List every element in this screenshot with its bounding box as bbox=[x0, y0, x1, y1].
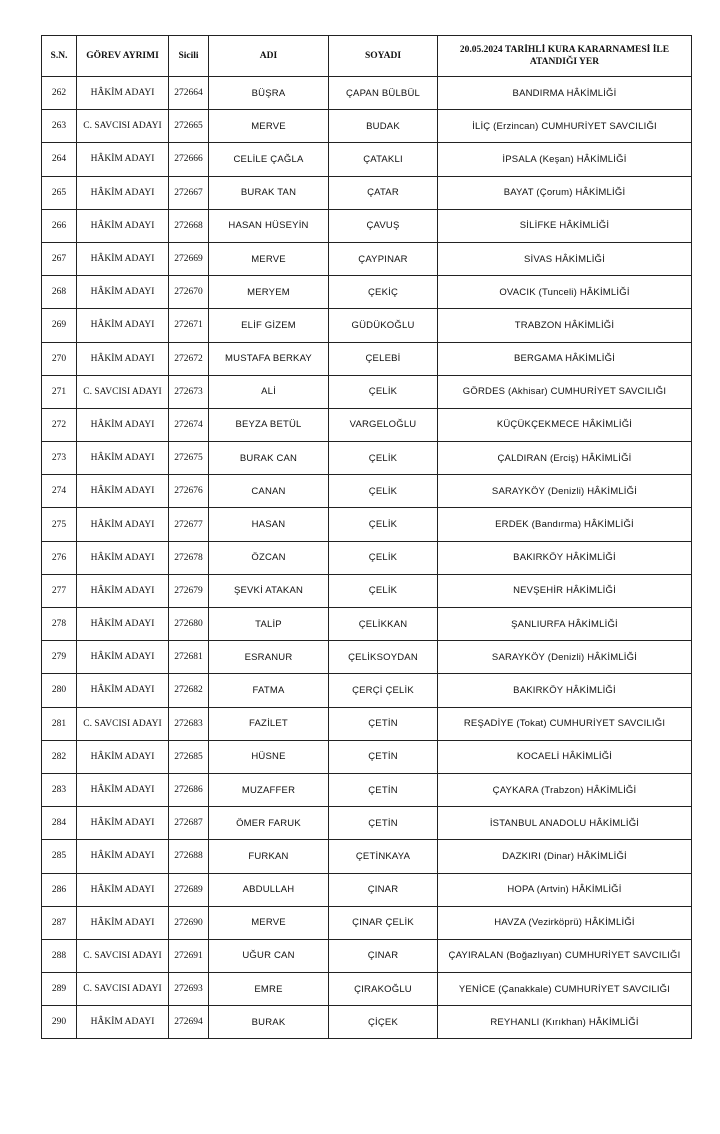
cell-adi: MUSTAFA BERKAY bbox=[209, 342, 329, 375]
cell-adi: MERVE bbox=[209, 906, 329, 939]
cell-adi: MERYEM bbox=[209, 276, 329, 309]
cell-sicil: 272669 bbox=[169, 242, 209, 275]
cell-soyadi: ÇIRAKOĞLU bbox=[329, 973, 438, 1006]
table-row bbox=[42, 176, 692, 209]
cell-soyadi: ÇINAR ÇELİK bbox=[329, 906, 438, 939]
cell-yer: ÇAYKARA (Trabzon) HÂKİMLİĞİ bbox=[438, 773, 692, 806]
table-row bbox=[42, 110, 692, 143]
table-row bbox=[42, 375, 692, 408]
table-row bbox=[42, 342, 692, 375]
table-row bbox=[42, 873, 692, 906]
cell-adi: BÜŞRA bbox=[209, 77, 329, 110]
table-row bbox=[42, 143, 692, 176]
cell-adi: HASAN HÜSEYİN bbox=[209, 209, 329, 242]
cell-sn: 262 bbox=[42, 77, 77, 110]
cell-sicil: 272691 bbox=[169, 939, 209, 972]
table-row bbox=[42, 608, 692, 641]
cell-sn: 271 bbox=[42, 375, 77, 408]
cell-yer: BAYAT (Çorum) HÂKİMLİĞİ bbox=[438, 176, 692, 209]
cell-soyadi: ÇİÇEK bbox=[329, 1006, 438, 1039]
cell-soyadi: VARGELOĞLU bbox=[329, 408, 438, 441]
cell-adi: BURAK TAN bbox=[209, 176, 329, 209]
cell-sicil: 272678 bbox=[169, 541, 209, 574]
table-row bbox=[42, 807, 692, 840]
cell-gorev: HÂKİM ADAYI bbox=[77, 873, 169, 906]
cell-yer: İPSALA (Keşan) HÂKİMLİĞİ bbox=[438, 143, 692, 176]
cell-yer: SARAYKÖY (Denizli) HÂKİMLİĞİ bbox=[438, 641, 692, 674]
cell-soyadi: ÇATAR bbox=[329, 176, 438, 209]
cell-sn: 283 bbox=[42, 773, 77, 806]
table-row bbox=[42, 1006, 692, 1039]
cell-sn: 263 bbox=[42, 110, 77, 143]
cell-sn: 279 bbox=[42, 641, 77, 674]
cell-gorev: HÂKİM ADAYI bbox=[77, 475, 169, 508]
cell-gorev: HÂKİM ADAYI bbox=[77, 143, 169, 176]
cell-sn: 285 bbox=[42, 840, 77, 873]
cell-yer: HAVZA (Vezirköprü) HÂKİMLİĞİ bbox=[438, 906, 692, 939]
cell-adi: ÖZCAN bbox=[209, 541, 329, 574]
cell-sicil: 272675 bbox=[169, 442, 209, 475]
cell-soyadi: ÇELİK bbox=[329, 442, 438, 475]
cell-sn: 272 bbox=[42, 408, 77, 441]
cell-soyadi: ÇETİN bbox=[329, 807, 438, 840]
cell-gorev: C. SAVCISI ADAYI bbox=[77, 707, 169, 740]
cell-gorev: HÂKİM ADAYI bbox=[77, 840, 169, 873]
cell-yer: BAKIRKÖY HÂKİMLİĞİ bbox=[438, 541, 692, 574]
cell-adi: BEYZA BETÜL bbox=[209, 408, 329, 441]
table-row bbox=[42, 574, 692, 607]
cell-adi: MERVE bbox=[209, 242, 329, 275]
cell-adi: ALİ bbox=[209, 375, 329, 408]
cell-gorev: HÂKİM ADAYI bbox=[77, 574, 169, 607]
cell-yer: HOPA (Artvin) HÂKİMLİĞİ bbox=[438, 873, 692, 906]
cell-sicil: 272677 bbox=[169, 508, 209, 541]
cell-yer: REYHANLI (Kırıkhan) HÂKİMLİĞİ bbox=[438, 1006, 692, 1039]
cell-soyadi: ÇELİK bbox=[329, 375, 438, 408]
cell-yer: GÖRDES (Akhisar) CUMHURİYET SAVCILIĞI bbox=[438, 375, 692, 408]
cell-sicil: 272682 bbox=[169, 674, 209, 707]
cell-sicil: 272687 bbox=[169, 807, 209, 840]
cell-sn: 270 bbox=[42, 342, 77, 375]
cell-sicil: 272681 bbox=[169, 641, 209, 674]
cell-yer: YENİCE (Çanakkale) CUMHURİYET SAVCILIĞI bbox=[438, 973, 692, 1006]
cell-soyadi: ÇELİK bbox=[329, 574, 438, 607]
cell-gorev: C. SAVCISI ADAYI bbox=[77, 939, 169, 972]
cell-sicil: 272674 bbox=[169, 408, 209, 441]
cell-adi: ÖMER FARUK bbox=[209, 807, 329, 840]
cell-adi: CANAN bbox=[209, 475, 329, 508]
cell-sicil: 272676 bbox=[169, 475, 209, 508]
assignment-table bbox=[41, 35, 692, 1039]
cell-sn: 265 bbox=[42, 176, 77, 209]
cell-adi: BURAK CAN bbox=[209, 442, 329, 475]
cell-adi: UĞUR CAN bbox=[209, 939, 329, 972]
cell-gorev: HÂKİM ADAYI bbox=[77, 408, 169, 441]
cell-soyadi: ÇETİN bbox=[329, 773, 438, 806]
table-row bbox=[42, 740, 692, 773]
cell-adi: ELİF GİZEM bbox=[209, 309, 329, 342]
cell-yer: İSTANBUL ANADOLU HÂKİMLİĞİ bbox=[438, 807, 692, 840]
header-soyadi: SOYADI bbox=[329, 36, 438, 77]
table-row bbox=[42, 77, 692, 110]
table-body bbox=[42, 77, 692, 1039]
cell-soyadi: ÇINAR bbox=[329, 873, 438, 906]
cell-adi: BURAK bbox=[209, 1006, 329, 1039]
header-sicil: Sicili bbox=[169, 36, 209, 77]
cell-sn: 278 bbox=[42, 608, 77, 641]
cell-gorev: HÂKİM ADAYI bbox=[77, 176, 169, 209]
cell-soyadi: ÇAPAN BÜLBÜL bbox=[329, 77, 438, 110]
cell-adi: FURKAN bbox=[209, 840, 329, 873]
cell-soyadi: ÇELİK bbox=[329, 541, 438, 574]
cell-soyadi: ÇELİK bbox=[329, 508, 438, 541]
cell-gorev: HÂKİM ADAYI bbox=[77, 1006, 169, 1039]
table-row bbox=[42, 442, 692, 475]
cell-adi: ŞEVKİ ATAKAN bbox=[209, 574, 329, 607]
cell-gorev: HÂKİM ADAYI bbox=[77, 541, 169, 574]
cell-gorev: HÂKİM ADAYI bbox=[77, 508, 169, 541]
cell-soyadi: ÇELİK bbox=[329, 475, 438, 508]
cell-adi: EMRE bbox=[209, 973, 329, 1006]
cell-soyadi: ÇELİKKAN bbox=[329, 608, 438, 641]
cell-sn: 277 bbox=[42, 574, 77, 607]
cell-gorev: HÂKİM ADAYI bbox=[77, 442, 169, 475]
cell-soyadi: ÇETİNKAYA bbox=[329, 840, 438, 873]
cell-sicil: 272671 bbox=[169, 309, 209, 342]
cell-adi: FATMA bbox=[209, 674, 329, 707]
cell-soyadi: ÇAVUŞ bbox=[329, 209, 438, 242]
cell-yer: TRABZON HÂKİMLİĞİ bbox=[438, 309, 692, 342]
table-row bbox=[42, 309, 692, 342]
cell-sn: 284 bbox=[42, 807, 77, 840]
cell-yer: SARAYKÖY (Denizli) HÂKİMLİĞİ bbox=[438, 475, 692, 508]
cell-sn: 290 bbox=[42, 1006, 77, 1039]
header-sn: S.N. bbox=[42, 36, 77, 77]
cell-sn: 264 bbox=[42, 143, 77, 176]
cell-soyadi: ÇETİN bbox=[329, 740, 438, 773]
cell-adi: ESRANUR bbox=[209, 641, 329, 674]
cell-adi: MERVE bbox=[209, 110, 329, 143]
cell-sn: 286 bbox=[42, 873, 77, 906]
cell-sicil: 272683 bbox=[169, 707, 209, 740]
cell-sicil: 272673 bbox=[169, 375, 209, 408]
cell-yer: BAKIRKÖY HÂKİMLİĞİ bbox=[438, 674, 692, 707]
cell-sicil: 272667 bbox=[169, 176, 209, 209]
cell-sicil: 272680 bbox=[169, 608, 209, 641]
cell-soyadi: ÇEKİÇ bbox=[329, 276, 438, 309]
cell-gorev: HÂKİM ADAYI bbox=[77, 641, 169, 674]
cell-sn: 269 bbox=[42, 309, 77, 342]
cell-gorev: HÂKİM ADAYI bbox=[77, 906, 169, 939]
cell-sicil: 272689 bbox=[169, 873, 209, 906]
cell-soyadi: GÜDÜKOĞLU bbox=[329, 309, 438, 342]
cell-soyadi: ÇERÇİ ÇELİK bbox=[329, 674, 438, 707]
cell-gorev: HÂKİM ADAYI bbox=[77, 773, 169, 806]
table-row bbox=[42, 973, 692, 1006]
cell-sicil: 272693 bbox=[169, 973, 209, 1006]
cell-gorev: HÂKİM ADAYI bbox=[77, 209, 169, 242]
cell-sicil: 272685 bbox=[169, 740, 209, 773]
cell-sicil: 272670 bbox=[169, 276, 209, 309]
cell-sicil: 272672 bbox=[169, 342, 209, 375]
cell-yer: BANDIRMA HÂKİMLİĞİ bbox=[438, 77, 692, 110]
table-row bbox=[42, 773, 692, 806]
cell-gorev: HÂKİM ADAYI bbox=[77, 807, 169, 840]
cell-soyadi: ÇATAKLI bbox=[329, 143, 438, 176]
table-row bbox=[42, 475, 692, 508]
cell-adi: HÜSNE bbox=[209, 740, 329, 773]
cell-soyadi: BUDAK bbox=[329, 110, 438, 143]
cell-sn: 282 bbox=[42, 740, 77, 773]
cell-sn: 276 bbox=[42, 541, 77, 574]
cell-gorev: C. SAVCISI ADAYI bbox=[77, 973, 169, 1006]
cell-sicil: 272679 bbox=[169, 574, 209, 607]
cell-gorev: HÂKİM ADAYI bbox=[77, 77, 169, 110]
cell-yer: ÇALDIRAN (Erciş) HÂKİMLİĞİ bbox=[438, 442, 692, 475]
cell-soyadi: ÇELEBİ bbox=[329, 342, 438, 375]
cell-gorev: HÂKİM ADAYI bbox=[77, 242, 169, 275]
cell-adi: HASAN bbox=[209, 508, 329, 541]
cell-yer: OVACIK (Tunceli) HÂKİMLİĞİ bbox=[438, 276, 692, 309]
header-yer: 20.05.2024 TARİHLİ KURA KARARNAMESİ İLE ATANDIĞI YER bbox=[438, 36, 692, 77]
cell-gorev: C. SAVCISI ADAYI bbox=[77, 375, 169, 408]
cell-sicil: 272694 bbox=[169, 1006, 209, 1039]
table-row bbox=[42, 906, 692, 939]
cell-yer: BERGAMA HÂKİMLİĞİ bbox=[438, 342, 692, 375]
table-row bbox=[42, 939, 692, 972]
cell-yer: ÇAYIRALAN (Boğazlıyan) CUMHURİYET SAVCILIĞI bbox=[438, 939, 692, 972]
table-row bbox=[42, 276, 692, 309]
cell-adi: TALİP bbox=[209, 608, 329, 641]
cell-soyadi: ÇETİN bbox=[329, 707, 438, 740]
cell-sicil: 272686 bbox=[169, 773, 209, 806]
cell-yer: REŞADİYE (Tokat) CUMHURİYET SAVCILIĞI bbox=[438, 707, 692, 740]
cell-sicil: 272668 bbox=[169, 209, 209, 242]
cell-gorev: HÂKİM ADAYI bbox=[77, 342, 169, 375]
cell-soyadi: ÇELİKSOYDAN bbox=[329, 641, 438, 674]
cell-yer: DAZKIRI (Dinar) HÂKİMLİĞİ bbox=[438, 840, 692, 873]
cell-yer: NEVŞEHİR HÂKİMLİĞİ bbox=[438, 574, 692, 607]
header-adi: ADI bbox=[209, 36, 329, 77]
cell-adi: CELİLE ÇAĞLA bbox=[209, 143, 329, 176]
cell-sn: 280 bbox=[42, 674, 77, 707]
cell-sn: 273 bbox=[42, 442, 77, 475]
cell-sn: 275 bbox=[42, 508, 77, 541]
table-row bbox=[42, 242, 692, 275]
cell-sicil: 272688 bbox=[169, 840, 209, 873]
cell-yer: KOCAELİ HÂKİMLİĞİ bbox=[438, 740, 692, 773]
table-row bbox=[42, 674, 692, 707]
cell-yer: ŞANLIURFA HÂKİMLİĞİ bbox=[438, 608, 692, 641]
cell-yer: KÜÇÜKÇEKMECE HÂKİMLİĞİ bbox=[438, 408, 692, 441]
cell-gorev: HÂKİM ADAYI bbox=[77, 740, 169, 773]
cell-yer: SİLİFKE HÂKİMLİĞİ bbox=[438, 209, 692, 242]
cell-gorev: C. SAVCISI ADAYI bbox=[77, 110, 169, 143]
cell-gorev: HÂKİM ADAYI bbox=[77, 276, 169, 309]
cell-sicil: 272665 bbox=[169, 110, 209, 143]
cell-sicil: 272690 bbox=[169, 906, 209, 939]
cell-sn: 288 bbox=[42, 939, 77, 972]
cell-gorev: HÂKİM ADAYI bbox=[77, 309, 169, 342]
cell-adi: ABDULLAH bbox=[209, 873, 329, 906]
cell-yer: ERDEK (Bandırma) HÂKİMLİĞİ bbox=[438, 508, 692, 541]
cell-yer: İLİÇ (Erzincan) CUMHURİYET SAVCILIĞI bbox=[438, 110, 692, 143]
cell-sn: 274 bbox=[42, 475, 77, 508]
cell-yer: SİVAS HÂKİMLİĞİ bbox=[438, 242, 692, 275]
table-row bbox=[42, 508, 692, 541]
cell-soyadi: ÇAYPINAR bbox=[329, 242, 438, 275]
cell-sn: 267 bbox=[42, 242, 77, 275]
cell-sn: 268 bbox=[42, 276, 77, 309]
cell-sn: 289 bbox=[42, 973, 77, 1006]
header-gorev: GÖREV AYRIMI bbox=[77, 36, 169, 77]
table-row bbox=[42, 209, 692, 242]
cell-adi: FAZİLET bbox=[209, 707, 329, 740]
cell-gorev: HÂKİM ADAYI bbox=[77, 674, 169, 707]
table-row bbox=[42, 408, 692, 441]
table-row bbox=[42, 641, 692, 674]
cell-gorev: HÂKİM ADAYI bbox=[77, 608, 169, 641]
cell-sn: 281 bbox=[42, 707, 77, 740]
table-row bbox=[42, 541, 692, 574]
cell-soyadi: ÇINAR bbox=[329, 939, 438, 972]
cell-sicil: 272666 bbox=[169, 143, 209, 176]
table-row bbox=[42, 707, 692, 740]
table-row bbox=[42, 840, 692, 873]
cell-sicil: 272664 bbox=[169, 77, 209, 110]
cell-adi: MUZAFFER bbox=[209, 773, 329, 806]
cell-sn: 266 bbox=[42, 209, 77, 242]
cell-sn: 287 bbox=[42, 906, 77, 939]
table-header-row bbox=[42, 36, 692, 77]
